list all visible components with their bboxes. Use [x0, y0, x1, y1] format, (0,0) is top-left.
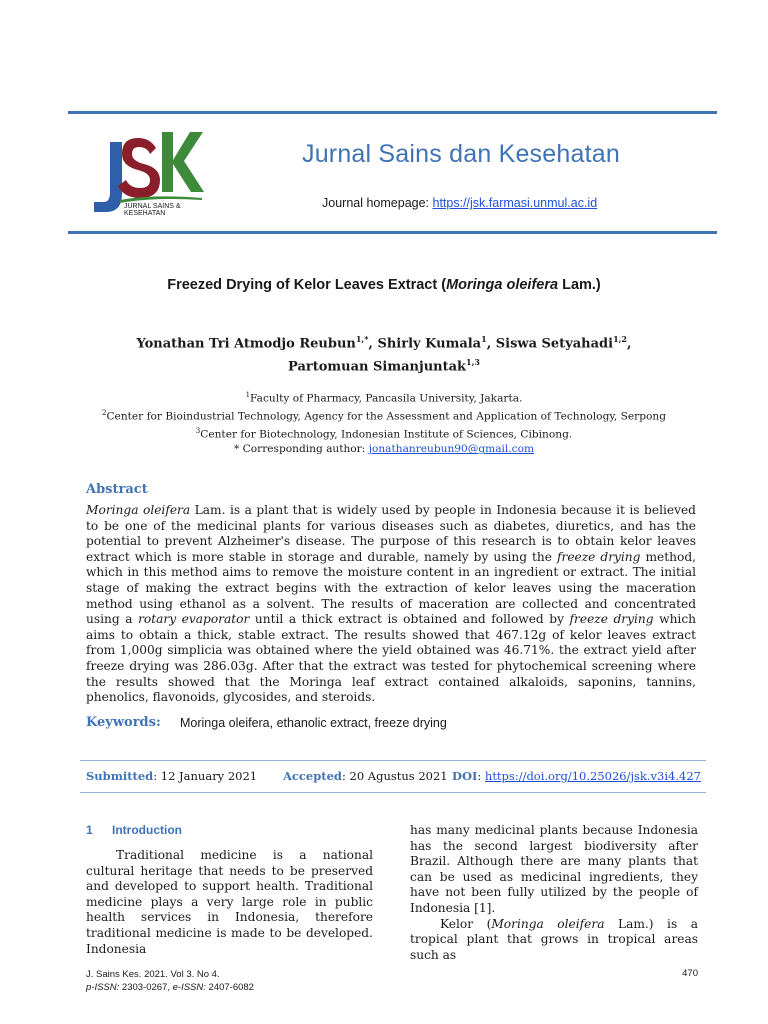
author-name: Partomuan Simanjuntak	[288, 359, 467, 375]
svg-text:JURNAL SAINS &: JURNAL SAINS &	[124, 203, 181, 210]
affiliation-3: $^3$Center for Biotechnology, Indonesian Institute of Sciences, Cibinong.	[195, 427, 573, 441]
svg-text:KESEHATAN: KESEHATAN	[124, 210, 166, 216]
keywords-label: Keywords:	[86, 715, 161, 730]
journal-logo	[92, 128, 204, 216]
author-name: , Shirly Kumala	[368, 336, 482, 352]
author-list: Yonathan Tri Atmodjo Reubun$^{1,*}$, Shirly Kumala$^1$, Siswa Setyahadi$^{1,2}$, Partomuan Simanjuntak$^{1,3}$	[136, 334, 632, 375]
page-footer	[86, 968, 254, 994]
header-top-rule	[68, 111, 717, 114]
journal-homepage	[322, 196, 597, 210]
author-name: , Siswa Setyahadi	[486, 336, 614, 352]
intro-paragraph: Traditional medicine is a national cultural heritage that needs to be preserved and developed to support health. Traditional medicine plays a very large role in public health services in Indonesia, therefore traditional medicine is made to be developed. Indonesia	[86, 848, 373, 956]
corresponding-author: * Corresponding author: jonathanreubun90@gmail.com	[233, 443, 535, 456]
citation-line: J. Sains Kes. 2021. Vol 3. No 4.	[86, 969, 220, 980]
accepted-date: Accepted: 20 Agustus 2021	[283, 769, 448, 783]
section-heading-introduction: 1 Introduction	[86, 823, 182, 837]
affiliation-2: $^2$Center for Bioindustrial Technology, Agency for the Assessment and Application of Technology, Serpong	[101, 409, 667, 423]
page-number: 470	[682, 968, 698, 979]
jsk-logo-icon	[92, 128, 204, 216]
doi-link[interactable]: https://doi.org/10.25026/jsk.v3i4.427	[484, 769, 701, 783]
affiliation-1: $^1$Faculty of Pharmacy, Pancasila University, Jakarta.	[245, 391, 523, 405]
abstract-body: Moringa oleifera Lam. is a plant that is widely used by people in Indonesia because it is believed to be one of the medicinal plants for various diseases such as diabetes, diuretics, and has the potential to prevent Alzheimer's disease. The purpose of this research is to obtain kelor leaves extract which is more stable in storage and durable, namely by using the freeze drying method, which in this method aims to remove the moisture content in an ingredient or extract. The initial stage of making the extract begins with the extraction of kelor leaves using the maceration method using ethanol as a solvent. The results of maceration are collected and concentrated using a rotary evaporator until a thick extract is obtained and followed by freeze drying which aims to obtain a thick, stable extract. The results showed that 467.12g of kelor leaves extract from 1,000g simplicia was obtained where the yield obtained was 46.71%. the extract yield after freeze drying was 286.03g. After that the extract was tested for phytochemical screening where the results showed that the Moringa leaf extract contained alkaloids, saponins, tannins, phenolics, flavonoids, glycosides, and steroids.	[86, 503, 696, 705]
intro-paragraph: Kelor (Moringa oleifera Lam.) is a tropical plant that grows in tropical areas such as	[410, 916, 698, 962]
keywords-text: Moringa oleifera, ethanolic extract, freeze drying	[180, 716, 447, 730]
author-name: Yonathan Tri Atmodjo Reubun	[136, 336, 356, 352]
issn-line: p-ISSN: 2303-0267, e-ISSN: 2407-6082	[86, 982, 254, 993]
submitted-date: Submitted: 12 January 2021	[86, 769, 258, 783]
intro-paragraph: has many medicinal plants because Indonesia has the second largest biodiversity after Brazil. Although there are many plants that can be used as medicinal ingredients, they have not been fully utilized by the people of Indonesia [1].	[410, 823, 698, 915]
journal-name: Jurnal Sains dan Kesehatan	[302, 140, 620, 168]
header-bottom-rule	[68, 231, 717, 234]
corresponding-email-link[interactable]: jonathanreubun90@gmail.com	[368, 443, 535, 456]
doi: DOI: https://doi.org/10.25026/jsk.v3i4.427	[452, 769, 701, 783]
affiliations	[0, 388, 768, 457]
homepage-link[interactable]: https://jsk.farmasi.unmul.ac.id	[432, 196, 598, 210]
meta-top-rule	[80, 760, 706, 761]
article-title: Freezed Drying of Kelor Leaves Extract (Moringa oleifera Lam.)	[167, 277, 601, 293]
abstract-heading: Abstract	[86, 482, 148, 497]
intro-right-column	[410, 823, 698, 963]
intro-left-column	[86, 848, 373, 957]
meta-bottom-rule	[80, 792, 706, 793]
homepage-label: Journal homepage:	[322, 196, 433, 210]
